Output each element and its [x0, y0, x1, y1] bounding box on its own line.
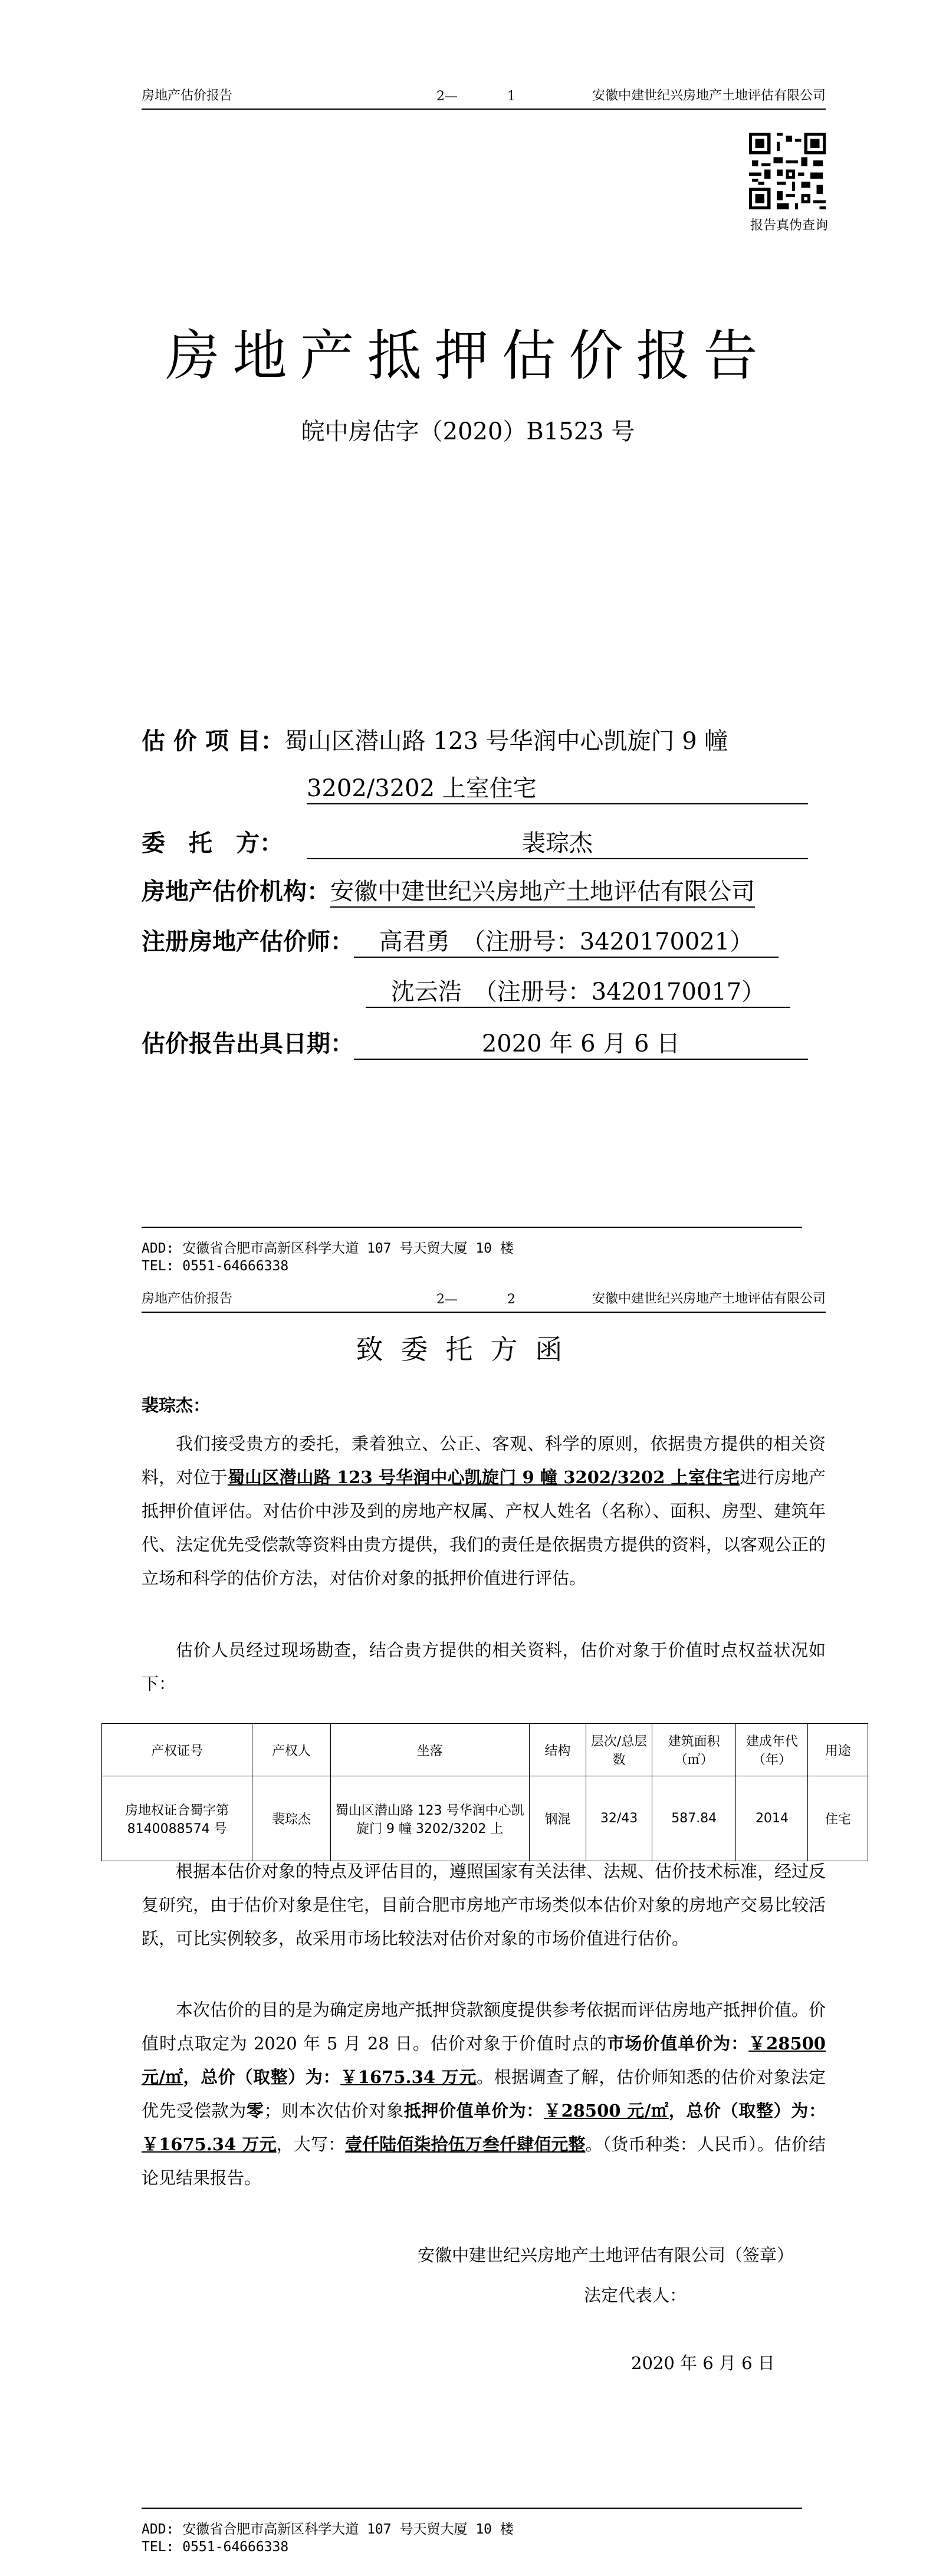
- page-header: [142, 83, 826, 110]
- legal-representative: 法定代表人：: [584, 2285, 687, 2305]
- header-page-num: 2—: [436, 89, 458, 104]
- project-row-2: [307, 770, 808, 804]
- appraiser-1: 高君勇 （注册号：3420170021）: [354, 923, 779, 958]
- page-header-2: [142, 1286, 826, 1313]
- table-cell: 钢混: [529, 1776, 586, 1861]
- letter-paragraph-2: 估价人员经过现场勘查，结合贵方提供的相关资料，估价对象于价值时点权益状况如下：: [142, 1640, 826, 1694]
- footer-address-2: ADD: 安徽省合肥市高新区科学大道 107 号天贸大厦 10 楼: [142, 2522, 514, 2537]
- mortgage-total-price: ￥1675.34 万元: [142, 2134, 277, 2154]
- cover-page: [0, 0, 936, 1284]
- table-header: 坐落: [330, 1724, 529, 1776]
- p4-text-5: 。（货币种类：人民币）。估价结论见结果报告。: [142, 2134, 826, 2188]
- footer-phone: TEL: 0551-64666338: [142, 1259, 289, 1274]
- appraiser-row: [142, 923, 779, 958]
- table-cell: 住宅: [808, 1776, 868, 1861]
- table-header-row: [102, 1724, 868, 1776]
- agency-row: [142, 873, 755, 908]
- table-cell: 裴琮杰: [252, 1776, 330, 1861]
- signer-company: 安徽中建世纪兴房地产土地评估有限公司（签章）: [418, 2245, 794, 2265]
- date-value: 2020 年 6 月 6 日: [354, 1025, 808, 1060]
- p4-comma: ，: [183, 2067, 201, 2087]
- qr-caption: 报告真伪查询: [750, 218, 828, 233]
- p4-text-4: ，大写：: [276, 2134, 346, 2154]
- footer-phone-2: TEL: 0551-64666338: [142, 2539, 289, 2555]
- date-row: [142, 1025, 808, 1060]
- property-table: [101, 1723, 868, 1861]
- mortgage-unit-label: 抵押价值单价为：: [403, 2101, 544, 2121]
- table-row: [102, 1776, 868, 1861]
- mortgage-unit-price: ￥28500 元/㎡: [543, 2101, 669, 2121]
- table-header: 用途: [808, 1724, 868, 1776]
- letter-paragraph-1: [142, 1427, 826, 1595]
- footer-divider: [142, 1227, 802, 1228]
- priority-amount: 零: [246, 2101, 264, 2121]
- date-label: 估价报告出具日期：: [142, 1030, 354, 1057]
- market-total-label: 总价（取整）为：: [201, 2067, 341, 2087]
- project-value-line2: 3202/3202 上室住宅: [307, 770, 808, 804]
- report-title: 房地产抵押估价报告: [165, 324, 771, 387]
- market-total-price: ￥1675.34 万元: [340, 2067, 477, 2087]
- letter-paragraph-3: 根据本估价对象的特点及评估目的，遵照国家有关法律、法规、估价技术标准，经过反复研究，由于估价对象是住宅，目前合肥市房地产市场类似本估价对象的房地产交易比较活跃，可比实例较多，故采用市场比较法对估价对象的市场价值进行估价。: [142, 1861, 826, 1949]
- client-value: 裴琮杰: [307, 824, 808, 859]
- appraiser-2: 沈云浩 （注册号：3420170017）: [366, 973, 790, 1008]
- property-address: 蜀山区潜山路 123 号华润中心凯旋门 9 幢 3202/3202 上室住宅: [227, 1467, 740, 1487]
- table-cell: 587.84: [652, 1776, 736, 1861]
- project-row: [142, 722, 728, 756]
- report-number: 皖中房估字（2020）B1523 号: [301, 418, 635, 445]
- table-header: 产权证号: [102, 1724, 252, 1776]
- project-label: 估 价 项 目：: [142, 728, 284, 755]
- table-header: 产权人: [252, 1724, 330, 1776]
- footer-divider-2: [142, 2508, 802, 2509]
- header-company: 安徽中建世纪兴房地产土地评估有限公司: [592, 88, 826, 103]
- letter-date: 2020 年 6 月 6 日: [631, 2353, 775, 2373]
- table-header: 层次/总层数: [586, 1724, 652, 1776]
- p1-text: 我们接受贵方的委托，秉着独立、公正、客观、科学的原则，依据贵方提供的相关资料，对位于: [142, 1434, 826, 1487]
- header-left: 房地产估价报告: [142, 88, 233, 103]
- p4-text-2: 。根据调查了解，估价师知悉的估价对象法定优先受偿款为: [142, 2067, 826, 2121]
- footer-address: ADD: 安徽省合肥市高新区科学大道 107 号天贸大厦 10 楼: [142, 1241, 514, 1256]
- table-header: 建成年代（年）: [736, 1724, 808, 1776]
- table-header: 建筑面积（㎡）: [652, 1724, 736, 1776]
- letter-paragraph-4: [142, 1993, 826, 2195]
- header-page-num: 2—: [436, 1292, 458, 1307]
- header-page-sub: 1: [507, 89, 515, 104]
- table-header: 结构: [529, 1724, 586, 1776]
- header-company: 安徽中建世纪兴房地产土地评估有限公司: [592, 1292, 826, 1306]
- client-label: 委 托 方：: [142, 830, 283, 857]
- project-value-line1: 蜀山区潜山路 123 号华润中心凯旋门 9 幢: [284, 728, 728, 755]
- table-cell: 32/43: [586, 1776, 652, 1861]
- client-row: [142, 824, 808, 859]
- table-cell: 2014: [736, 1776, 808, 1861]
- letter-salutation: 裴琮杰：: [142, 1395, 211, 1415]
- mortgage-total-label: 总价（取整）为：: [686, 2101, 826, 2121]
- amount-in-words: 壹仟陆佰柒拾伍万叁仟肆佰元整: [345, 2134, 586, 2154]
- appraiser-label: 注册房地产估价师：: [142, 928, 354, 955]
- table-cell: 房地权证合蜀字第 8140088574 号: [102, 1776, 252, 1861]
- agency-label: 房地产估价机构：: [142, 878, 330, 905]
- agency-value: 安徽中建世纪兴房地产土地评估有限公司: [330, 873, 755, 908]
- header-page-sub: 2: [507, 1292, 515, 1307]
- p4-comma-2: ，: [668, 2101, 687, 2121]
- letter-title: 致委托方函: [356, 1333, 580, 1365]
- p4-text: 本次估价的目的是为确定房地产抵押贷款额度提供参考依据而评估房地产抵押价值。价值时点取定为 2020 年 5 月 28 日。估价对象于价值时点的: [142, 2000, 826, 2053]
- market-unit-price: ￥28500 元/㎡: [142, 2033, 826, 2087]
- p4-text-3: ；则本次估价对象: [264, 2101, 404, 2121]
- p1-text-rest: 进行房地产抵押价值评估。对估价中涉及到的房地产权属、产权人姓名（名称）、面积、房型、建筑年代、法定优先受偿款等资料由贵方提供，我们的责任是依据贵方提供的资料，以客观公正的立场和科学的估价方法，对估价对象的抵押价值进行评估。: [142, 1467, 826, 1588]
- table-cell: 蜀山区潜山路 123 号华润中心凯旋门 9 幢 3202/3202 上: [330, 1776, 529, 1861]
- qr-code-icon[interactable]: [749, 133, 826, 209]
- header-left: 房地产估价报告: [142, 1292, 233, 1306]
- appraiser-row-2: [366, 973, 790, 1008]
- market-unit-label: 市场价值单价为：: [607, 2033, 749, 2053]
